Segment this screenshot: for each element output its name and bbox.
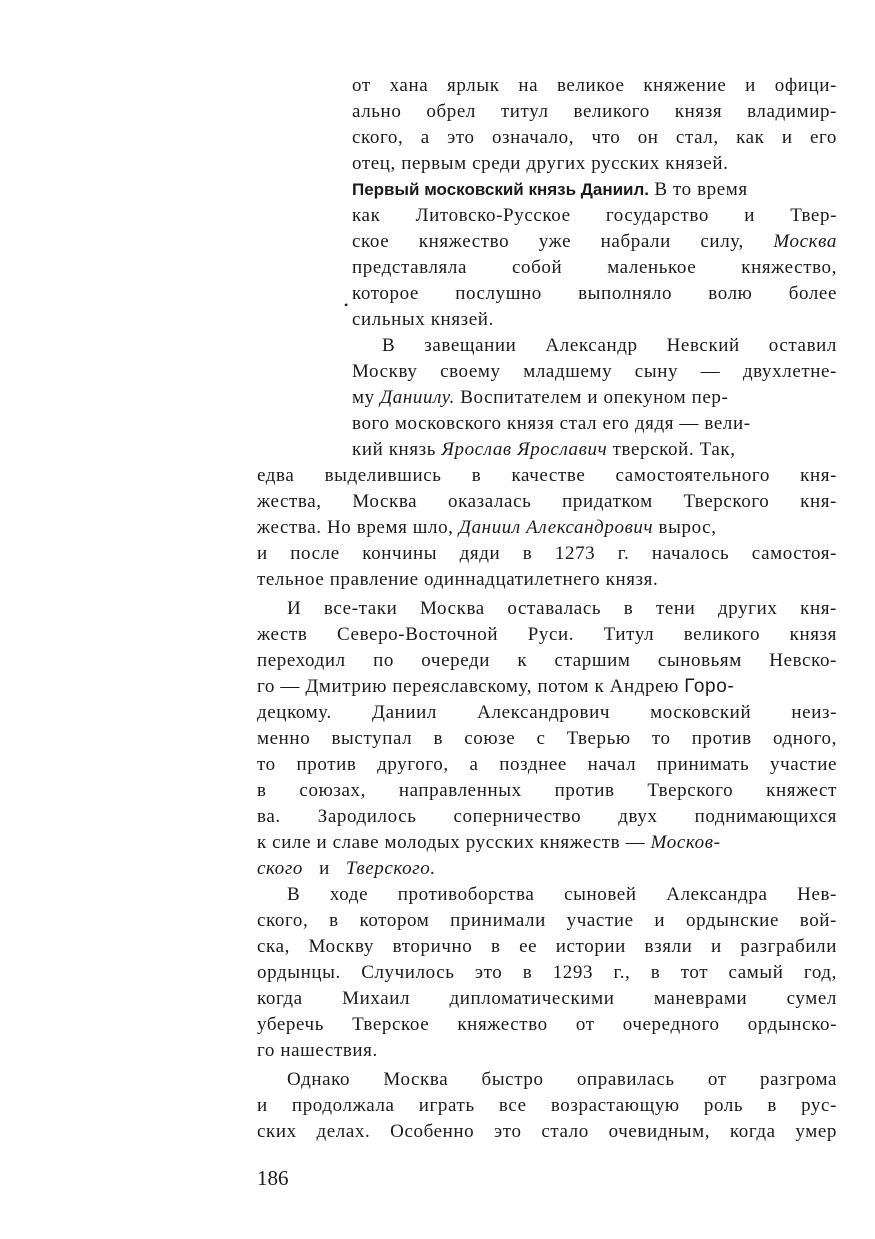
text-line: представляла собой маленькое княжество,	[352, 257, 837, 278]
italic-term: Тверского.	[345, 858, 436, 879]
text-line: жеств Северо-Восточной Руси. Титул великого князя	[257, 624, 837, 645]
text-line	[257, 856, 837, 882]
text-line: в союзах, направленных против Тверского княжест	[257, 780, 837, 801]
bullet-mark: •	[344, 298, 349, 312]
text-line: переходил по очереди к старшим сыновьям Невско-	[257, 650, 837, 671]
text-line	[257, 830, 837, 856]
text-line: уберечь Тверское княжество от очередного ордынско-	[257, 1014, 837, 1035]
text-line: то против другого, а позднее начал принимать участие	[257, 754, 837, 775]
text-line: как Литовско-Русское государство и Твер-	[352, 205, 837, 226]
text-span: тверской. Так,	[607, 439, 736, 460]
text-line: ского, в котором принимали участие и ордынские вой-	[257, 910, 837, 931]
text-line: и после кончины дяди в 1273 г. началось самостоя-	[257, 543, 837, 564]
text-span: вырос,	[653, 517, 717, 538]
text-line	[352, 437, 837, 463]
text-line	[352, 385, 837, 411]
text-span: жества. Но время шло,	[257, 517, 454, 538]
italic-term: Москов-	[650, 832, 721, 853]
page-number: 186	[257, 1166, 289, 1190]
italic-term: Ярослав Ярославич	[441, 439, 608, 460]
text-line: И все-таки Москва оставалась в тени других кня-	[287, 598, 837, 619]
text-line: ска, Москву вторично в ее истории взяли и разграбили	[257, 936, 837, 957]
text-line: тельное правление одиннадцатилетнего князя.	[257, 569, 659, 590]
italic-term: ского	[257, 858, 304, 879]
text-line: ского, а это означало, что он стал, как и его	[352, 127, 837, 148]
text-line: В завещании Александр Невский оставил	[382, 335, 837, 356]
text-span: и	[319, 858, 330, 879]
text-line: и продолжала играть все возрастающую роль в рус-	[257, 1095, 837, 1116]
text-line: Однако Москва быстро оправилась от разгрома	[287, 1069, 837, 1090]
section-heading: Первый московский князь Даниил.	[352, 180, 650, 199]
text-span: Воспитателем и опекуном пер-	[454, 387, 729, 408]
text-line: едва выделившись в качестве самостоятельного кня-	[257, 465, 837, 486]
text-line: В ходе противоборства сыновей Александра Нев-	[287, 884, 837, 905]
italic-term: Даниилу.	[380, 387, 455, 408]
text-line: сильных князей.	[352, 309, 494, 330]
text-line	[352, 229, 837, 255]
text-line: децкому. Даниил Александрович московский неиз-	[257, 702, 837, 723]
text-span: В то время	[649, 179, 748, 200]
italic-term: Москва	[773, 231, 837, 252]
text-line: ально обрел титул великого князя владимир-	[352, 101, 837, 122]
text-line: которое послушно выполняло волю более	[352, 283, 837, 304]
text-line: отец, первым среди других русских князей.	[352, 153, 729, 174]
text-span: к силе и славе молодых русских княжеств —	[257, 832, 646, 853]
text-line	[257, 515, 837, 541]
text-line: вого московского князя стал его дядя — вели-	[352, 413, 751, 434]
text-line: жества, Москва оказалась придатком Тверского кня-	[257, 491, 837, 512]
text-span: кий князь	[352, 439, 437, 460]
text-line: го нашествия.	[257, 1040, 378, 1061]
text-line: Москву своему младшему сыну — двухлетне-	[352, 361, 837, 382]
text-span: ское княжество уже набрали силу,	[352, 231, 744, 252]
text-line: ских делах. Особенно это стало очевидным, когда умер	[257, 1121, 837, 1142]
heading-line	[352, 177, 837, 203]
text-line: ордынцы. Случилось это в 1293 г., в тот самый год,	[257, 962, 837, 983]
text-line: менно выступал в союзе с Тверью то против одного,	[257, 728, 837, 749]
text-span: му	[352, 387, 375, 408]
sans-fragment: Горо-	[684, 676, 735, 697]
text-span: го — Дмитрию переяславскому, потом к Андрею	[257, 676, 679, 697]
italic-term: Даниил Александрович	[458, 517, 654, 538]
text-line: ва. Зародилось соперничество двух поднимающихся	[257, 806, 837, 827]
text-line: от хана ярлык на великое княжение и офици-	[352, 75, 837, 96]
text-line: когда Михаил дипломатическими маневрами сумел	[257, 988, 837, 1009]
text-line	[257, 674, 837, 700]
